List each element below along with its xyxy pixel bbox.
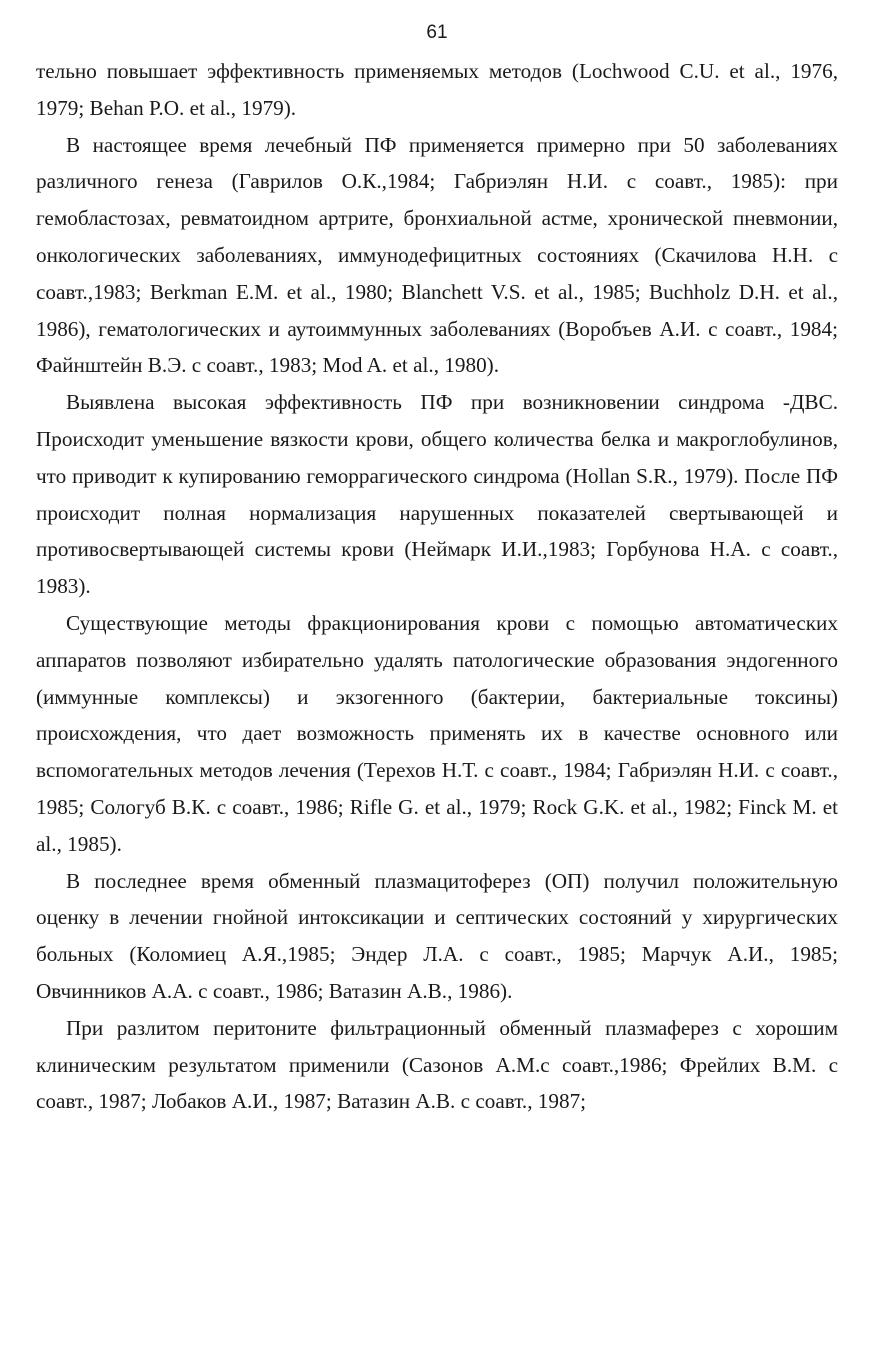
paragraph-continuation: тельно повышает эффективность применяемых методов (Lochwood C.U. et al., 1976, 1979; Behan P.O. et al., 1979). [36, 59, 838, 120]
paragraph-plasmacytopheresis: В последнее время обменный плазмацитоферез (ОП) получил положительную оценку в лечении гнойной интоксикации и септических состояний у хирургических больных (Коломиец А.Я.,1985; Эндер Л.А. с соавт., 1985; Марчук А.И., 1985; Овчинников А.А. с соавт., 1986; Ватазин А.В., 1986). [36, 868, 838, 1003]
paragraph-dic-syndrome: Выявлена высокая эффективность ПФ при возникновении синдрома -ДВС. Происходит уменьшение вязкости крови, общего количества белка и макроглобулинов, что приводит к купированию геморрагического синдрома (Hollan S.R., 1979). После ПФ происходит полная нормализация нарушенных показателей свертывающей и противосвертывающей системы крови (Неймарк И.И.,1983; Горбунова Н.А. с соавт., 1983). [36, 390, 838, 599]
paragraph-blood-fractionation: Существующие методы фракционирования крови с помощью автоматических аппаратов позволяют избирательно удалять патологические образования эндогенного (иммунные комплексы) и экзогенного (бактерии, бактериальные токсины) происхождения, что дает возможность применять их в качестве основного или вспомогательных методов лечения (Терехов Н.Т. с соавт., 1984; Габриэлян Н.И. с соавт., 1985; Сологуб В.К. с соавт., 1986; Rifle G. et al., 1979; Rock G.K. et al., 1982; Finck M. et al., 1985). [36, 610, 838, 856]
page-body [36, 53, 838, 1120]
paragraph-peritonitis: При разлитом перитоните фильтрационный обменный плазмаферез с хорошим клиническим результатом применили (Сазонов А.М.с соавт.,1986; Фрейлих В.М. с соавт., 1987; Лобаков А.И., 1987; Ватазин А.В. с соавт., 1987; [36, 1015, 838, 1114]
paragraph-plasmapheresis-indications: В настоящее время лечебный ПФ применяется примерно при 50 заболеваниях различного генеза (Гаврилов О.К.,1984; Габриэлян Н.И. с соавт., 1985): при гемобластозах, ревматоидном артрите, бронхиальной астме, хронической пневмонии, онкологических заболеваниях, иммунодефицитных состояниях (Скачилова Н.Н. с соавт.,1983; Berkman E.M. et al., 1980; Blanchett V.S. et al., 1985; Buchholz D.H. et al., 1986), гематологических и аутоиммунных заболеваниях (Воробъев А.И. с соавт., 1984; Файнштейн В.Э. с соавт., 1983; Mod A. et al., 1980). [36, 132, 838, 378]
page-number: 61 [426, 22, 448, 43]
